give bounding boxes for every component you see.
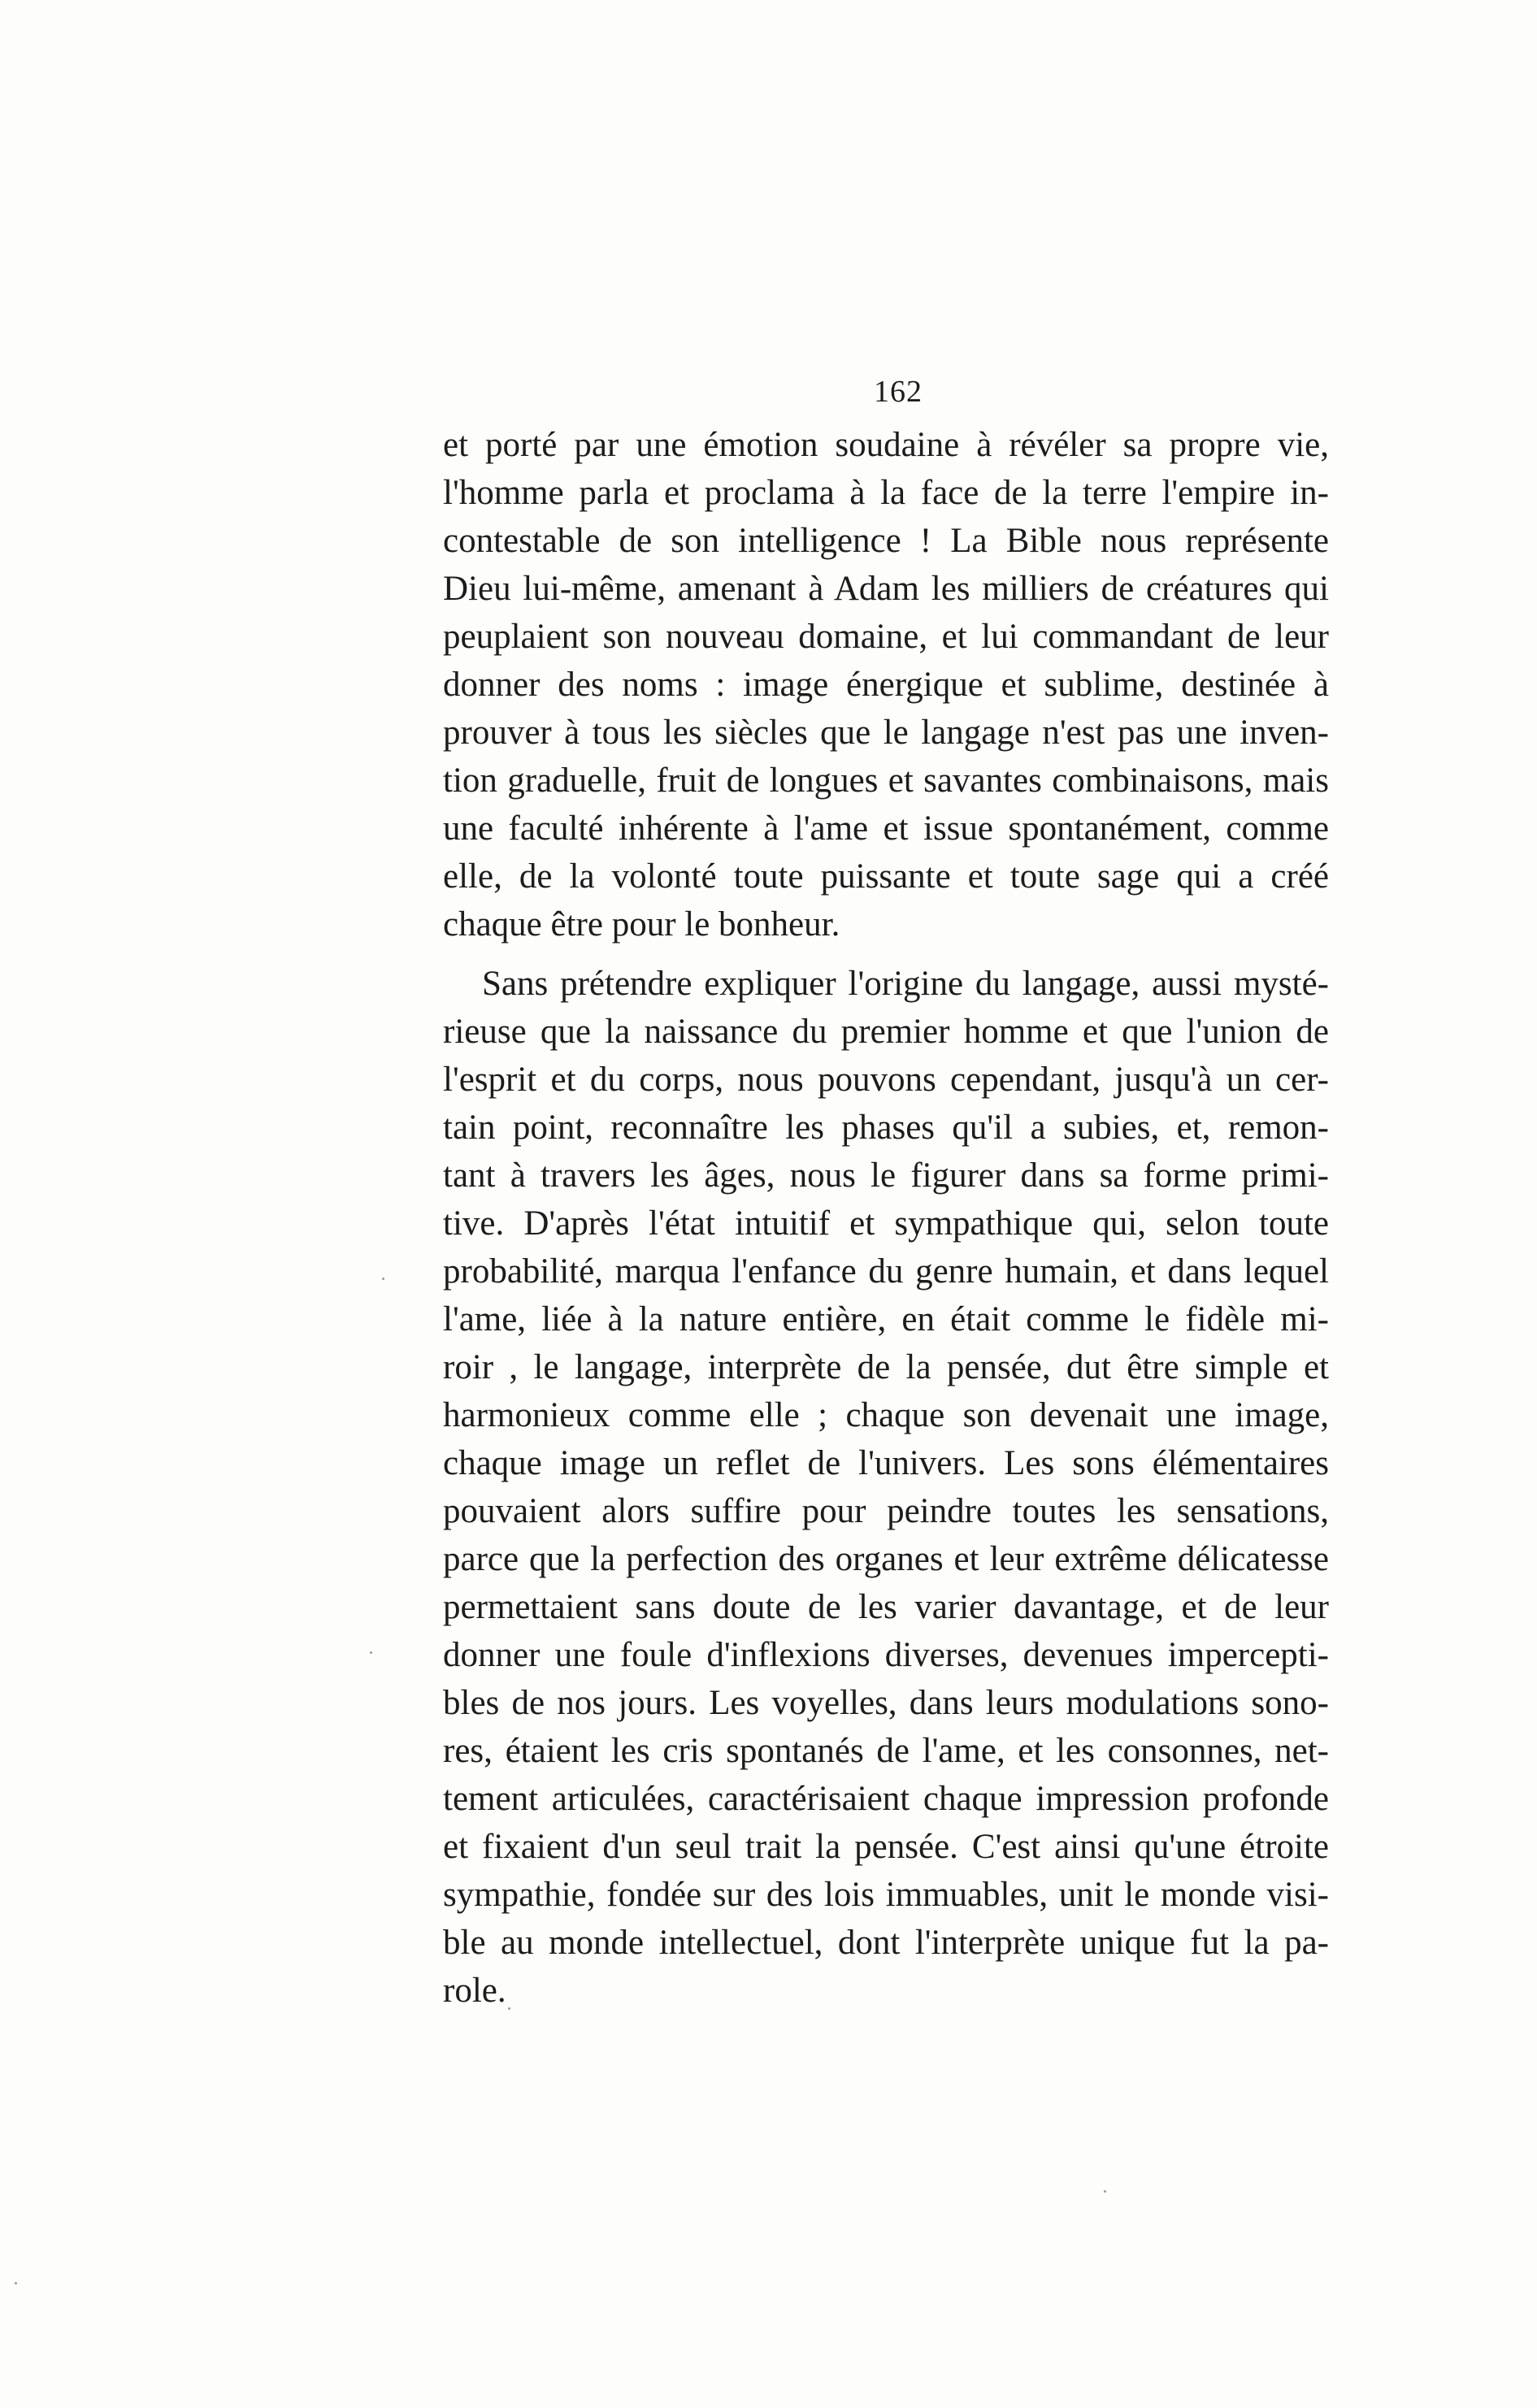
- text-line: res, étaient les cris spontanés de l'ame, et les consonnes, net-: [443, 1732, 1329, 1770]
- page-number: 162: [874, 375, 923, 409]
- text-line: Dieu lui-même, amenant à Adam les milliers de créatures qui: [443, 570, 1329, 608]
- text-line: tement articulées, caractérisaient chaque impression profonde: [443, 1780, 1329, 1818]
- paper-speck: [382, 1278, 384, 1280]
- text-line: prouver à tous les siècles que le langage n'est pas une inven-: [443, 714, 1329, 752]
- text-line: donner une foule d'inflexions diverses, devenues impercepti-: [443, 1636, 1329, 1674]
- text-line: pouvaient alors suffire pour peindre toutes les sensations,: [443, 1492, 1329, 1530]
- text-line: rieuse que la naissance du premier homme et que l'union de: [443, 1013, 1329, 1051]
- paragraph-2: [443, 960, 1329, 2015]
- text-line: probabilité, marqua l'enfance du genre humain, et dans lequel: [443, 1252, 1329, 1291]
- text-line: chaque image un reflet de l'univers. Les sons élémentaires: [443, 1444, 1329, 1482]
- text-line: donner des noms : image énergique et sublime, destinée à: [443, 666, 1329, 704]
- text-line: Sans prétendre expliquer l'origine du langage, aussi mysté-: [482, 965, 1329, 1003]
- text-line: peuplaient son nouveau domaine, et lui commandant de leur: [443, 618, 1329, 656]
- text-line: tion graduelle, fruit de longues et savantes combinaisons, mais: [443, 761, 1329, 800]
- text-line: role.: [443, 1972, 506, 2010]
- text-line: harmonieux comme elle ; chaque son devenait une image,: [443, 1396, 1329, 1434]
- paper-speck: [1104, 2190, 1106, 2193]
- paragraph-1: [443, 421, 1329, 948]
- text-line: l'homme parla et proclama à la face de la terre l'empire in-: [443, 474, 1329, 512]
- text-line: permettaient sans doute de les varier davantage, et de leur: [443, 1588, 1329, 1626]
- paper-speck: [508, 2007, 510, 2010]
- text-line: tain point, reconnaître les phases qu'il a subies, et, remon-: [443, 1109, 1329, 1147]
- text-line: l'ame, liée à la nature entière, en était comme le fidèle mi-: [443, 1300, 1329, 1339]
- text-line: sympathie, fondée sur des lois immuables, unit le monde visi-: [443, 1876, 1329, 1914]
- paper-speck: [370, 1651, 372, 1654]
- text-line: elle, de la volonté toute puissante et toute sage qui a créé: [443, 857, 1329, 896]
- paper-speck: [15, 2282, 17, 2284]
- text-line: et porté par une émotion soudaine à révéler sa propre vie,: [443, 426, 1329, 464]
- text-line: et fixaient d'un seul trait la pensée. C'est ainsi qu'une étroite: [443, 1828, 1329, 1866]
- text-line: une faculté inhérente à l'ame et issue spontanément, comme: [443, 809, 1329, 848]
- body-text: [443, 421, 1329, 2015]
- text-line: l'esprit et du corps, nous pouvons cependant, jusqu'à un cer-: [443, 1061, 1329, 1099]
- text-line: chaque être pour le bonheur.: [443, 905, 840, 944]
- text-line: tant à travers les âges, nous le figurer dans sa forme primi-: [443, 1156, 1329, 1195]
- text-line: parce que la perfection des organes et leur extrême délicatesse: [443, 1540, 1329, 1578]
- text-line: tive. D'après l'état intuitif et sympathique qui, selon toute: [443, 1204, 1329, 1243]
- text-line: roir , le langage, interprète de la pensée, dut être simple et: [443, 1348, 1329, 1386]
- paragraph-gap: [443, 948, 1329, 960]
- text-line: bles de nos jours. Les voyelles, dans leurs modulations sono-: [443, 1684, 1329, 1722]
- text-line: ble au monde intellectuel, dont l'interprète unique fut la pa-: [443, 1924, 1329, 1962]
- text-line: contestable de son intelligence ! La Bible nous représente: [443, 522, 1329, 560]
